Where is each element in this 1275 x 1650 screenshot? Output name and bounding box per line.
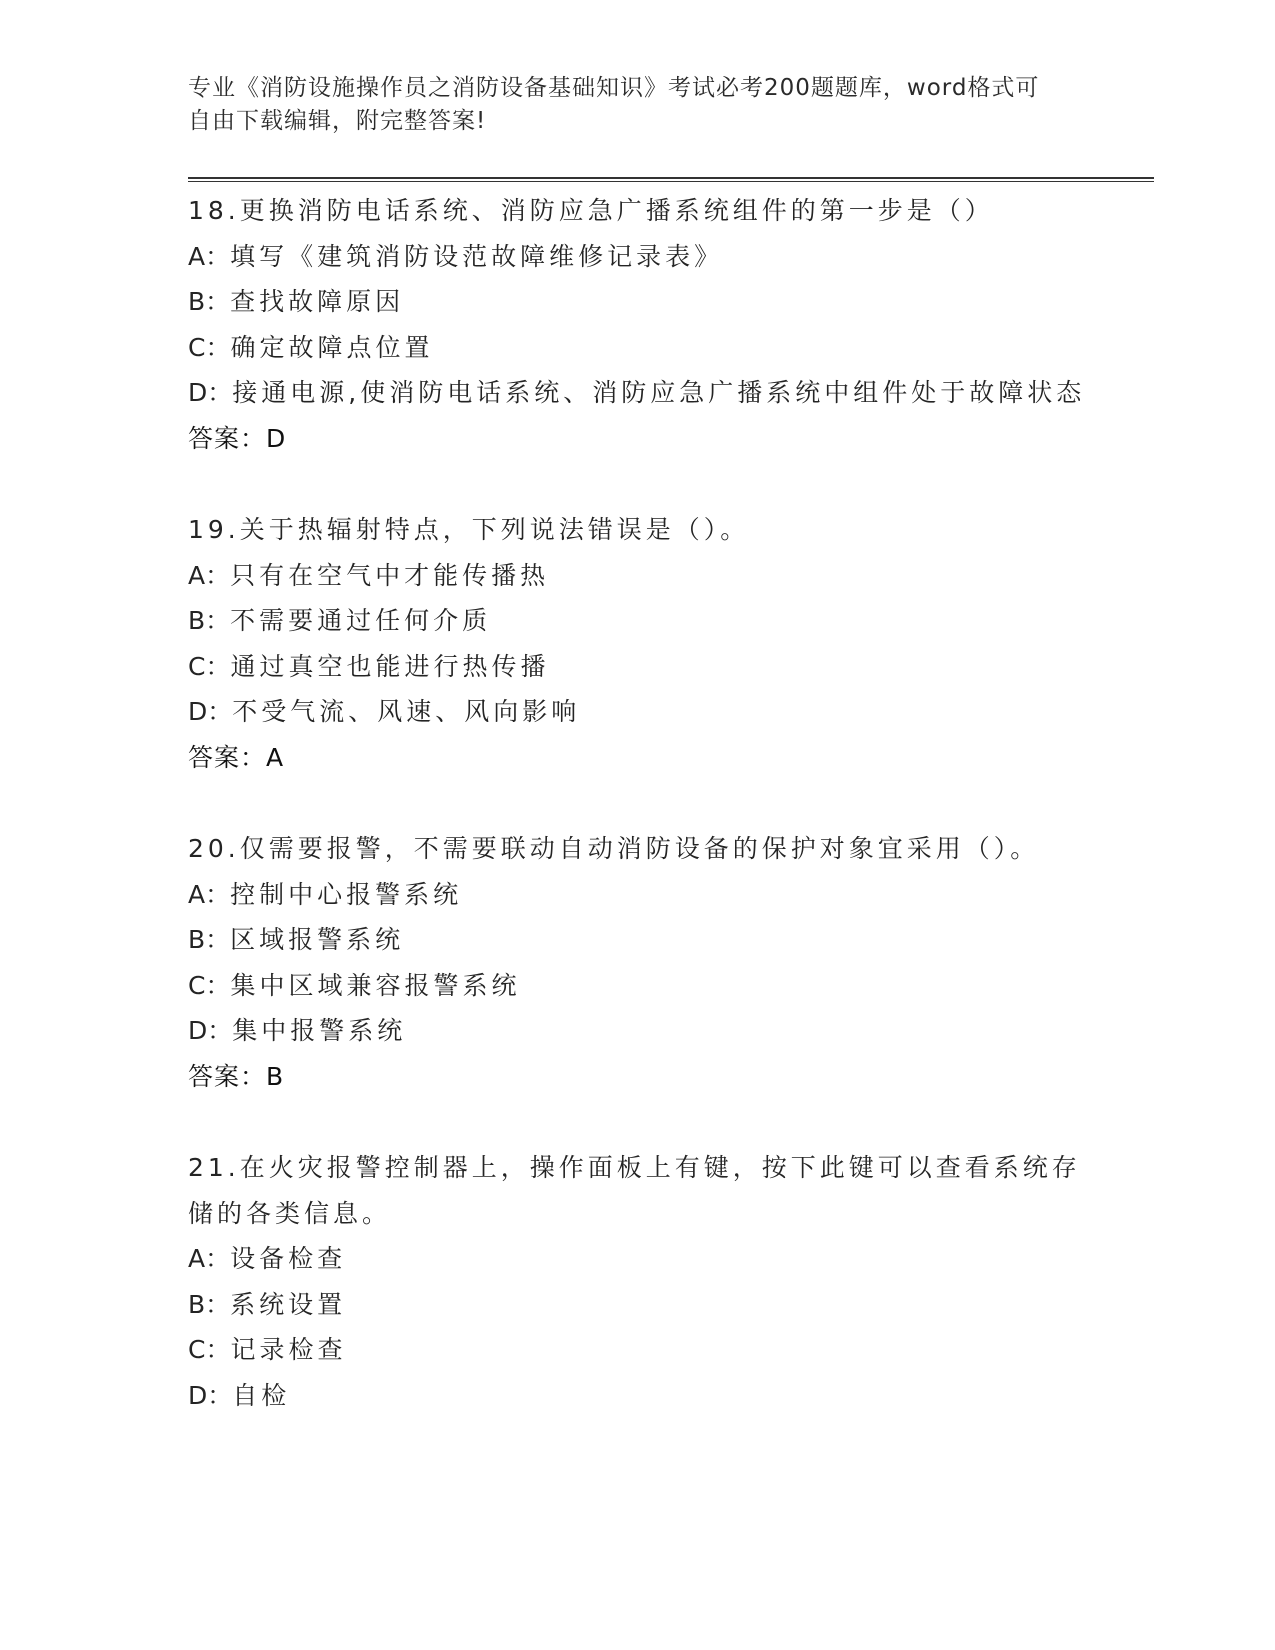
question-19 <box>188 507 1088 780</box>
option-text: 记录检查 <box>230 1335 347 1364</box>
option-key: A： <box>188 241 231 271</box>
option-key: C： <box>188 970 231 1000</box>
option-c <box>188 1327 1088 1373</box>
question-list <box>188 188 1088 1464</box>
option-text: 区域报警系统 <box>230 925 405 954</box>
option-key: D： <box>188 378 233 407</box>
option-text: 控制中心报警系统 <box>230 879 463 909</box>
option-key: A： <box>188 1244 231 1273</box>
option-c <box>188 325 1088 371</box>
option-b <box>188 279 1088 325</box>
option-text: 确定故障点位置 <box>230 332 434 362</box>
option-text: 集中区域兼容报警系统 <box>230 970 521 1000</box>
question-stem <box>188 188 1088 234</box>
question-text: 在火灾报警控制器上，操作面板上有键，按下此键可以查看系统存储的各类信息。 <box>188 1153 1081 1228</box>
question-stem <box>188 1145 1088 1236</box>
option-d <box>188 1008 1088 1054</box>
option-key: B： <box>188 925 231 954</box>
question-text: 更换消防电话系统、消防应急广播系统组件的第一步是（） <box>239 196 994 225</box>
option-text: 集中报警系统 <box>232 1016 407 1045</box>
option-a <box>188 553 1088 599</box>
option-c <box>188 963 1088 1009</box>
option-text: 不受气流、风速、风向影响 <box>232 697 581 726</box>
question-18 <box>188 188 1088 461</box>
option-text: 查找故障原因 <box>230 287 405 316</box>
option-text: 通过真空也能进行热传播 <box>230 651 550 681</box>
header-divider <box>188 177 1154 182</box>
option-key: B： <box>188 287 231 316</box>
option-text: 只有在空气中才能传播热 <box>230 560 550 590</box>
option-key: B： <box>188 1289 231 1319</box>
answer-line: 答案：D <box>188 423 287 453</box>
option-key: A： <box>188 560 231 590</box>
option-text: 设备检查 <box>230 1244 347 1273</box>
question-number: 19. <box>188 515 240 544</box>
option-b <box>188 1282 1088 1328</box>
question-text: 关于热辐射特点，下列说法错误是（）。 <box>239 515 750 544</box>
question-21 <box>188 1145 1088 1418</box>
option-b <box>188 917 1088 963</box>
option-a <box>188 234 1088 280</box>
question-number: 18. <box>188 196 240 225</box>
question-number: 20. <box>188 834 240 863</box>
option-key: C： <box>188 1335 231 1364</box>
question-number: 21. <box>188 1153 240 1182</box>
option-d <box>188 370 1088 416</box>
option-key: C： <box>188 332 231 362</box>
option-c <box>188 644 1088 690</box>
option-text: 自检 <box>232 1380 291 1410</box>
option-text: 接通电源,使消防电话系统、消防应急广播系统中组件处于故障状态 <box>232 378 1086 407</box>
option-d <box>188 689 1088 735</box>
question-text: 仅需要报警，不需要联动自动消防设备的保护对象宜采用（）。 <box>239 834 1040 863</box>
option-a <box>188 1236 1088 1282</box>
answer-line: 答案：A <box>188 742 285 772</box>
option-text: 系统设置 <box>230 1289 347 1319</box>
header-title-line-1: 专业《消防设施操作员之消防设备基础知识》考试必考200题题库，word格式可 <box>188 75 1040 101</box>
header-title-line-2: 自由下载编辑，附完整答案! <box>188 108 487 134</box>
question-stem <box>188 826 1088 872</box>
answer-line: 答案：B <box>188 1061 285 1091</box>
option-d <box>188 1373 1088 1419</box>
question-20 <box>188 826 1088 1099</box>
option-key: D： <box>188 1380 233 1410</box>
option-key: C： <box>188 651 231 681</box>
option-text: 不需要通过任何介质 <box>230 606 492 635</box>
option-key: D： <box>188 697 233 726</box>
option-key: B： <box>188 606 231 635</box>
option-key: D： <box>188 1016 233 1045</box>
option-b <box>188 598 1088 644</box>
option-text: 填写《建筑消防设范故障维修记录表》 <box>230 241 724 271</box>
question-stem <box>188 507 1088 553</box>
option-key: A： <box>188 879 231 909</box>
document-header <box>188 72 1088 138</box>
option-a <box>188 872 1088 918</box>
